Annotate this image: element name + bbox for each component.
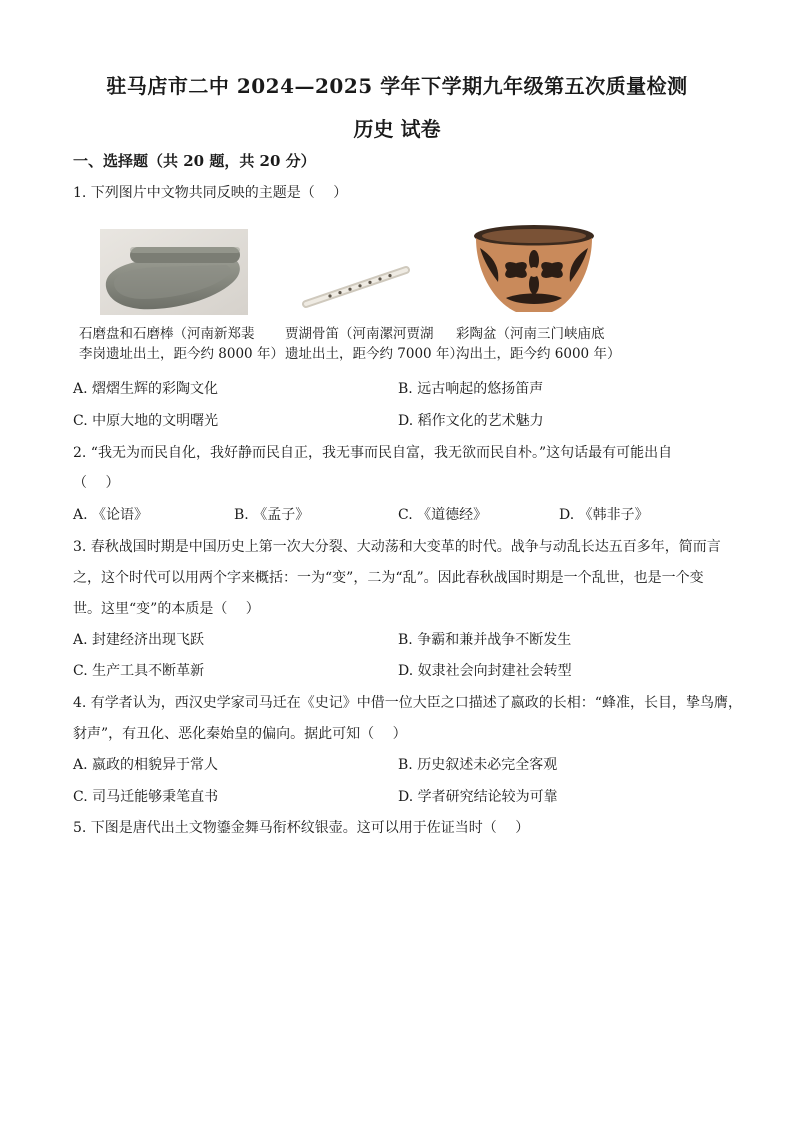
q2-option-d[interactable]: D. 《韩非子》 bbox=[559, 507, 649, 523]
question-3-stem-line-3: 世。这里“变”的本质是（ ） bbox=[73, 601, 260, 617]
question-3-stem-line-1: 3. 春秋战国时期是中国历史上第一次大分裂、大动荡和大变革的时代。战争与动乱长达五百多年，简而言 bbox=[73, 539, 721, 555]
figure-2-caption-line-1: 贾湖骨笛（河南漯河贾湖 bbox=[285, 326, 434, 342]
q3-option-a[interactable]: A. 封建经济出现飞跃 bbox=[73, 632, 205, 648]
stone-millstone-icon bbox=[100, 229, 248, 315]
question-1-stem: 1. 下列图片中文物共同反映的主题是（ ） bbox=[73, 185, 348, 201]
question-3-stem-line-2: 之，这个时代可以用两个字来概括：一为“变”，二为“乱”。因此春秋战国时期是一个乱世，也是一个变 bbox=[73, 570, 704, 586]
q4-option-d[interactable]: D. 学者研究结论较为可靠 bbox=[398, 789, 558, 805]
question-2-stem-line-2: （ ） bbox=[73, 475, 120, 491]
question-2-stem-line-1: 2. “我无为而民自化，我好静而民自正，我无事而民自富，我无欲而民自朴。”这句话最有可能出自 bbox=[73, 445, 673, 461]
q2-option-a[interactable]: A. 《论语》 bbox=[73, 507, 149, 523]
q1-option-c[interactable]: C. 中原大地的文明曙光 bbox=[73, 413, 219, 429]
q2-option-b[interactable]: B. 《孟子》 bbox=[234, 507, 310, 523]
exam-title: 驻马店市二中 2024—2025 学年下学期九年级第五次质量检测 bbox=[106, 74, 688, 98]
figure-1-caption-line-1: 石磨盘和石磨棒（河南新郑裴 bbox=[79, 326, 255, 342]
exam-subtitle: 历史 试卷 bbox=[353, 117, 441, 141]
figure-2-caption-line-2: 遗址出土，距今约 7000 年） bbox=[285, 346, 463, 362]
q1-option-d[interactable]: D. 稻作文化的艺术魅力 bbox=[398, 413, 544, 429]
figure-1-caption-line-2: 李岗遗址出土，距今约 8000 年） bbox=[79, 346, 284, 362]
question-4-stem-line-1: 4. 有学者认为，西汉史学家司马迁在《史记》中借一位大臣之口描述了嬴政的长相：“蜂准，长目，挚鸟膺， bbox=[73, 695, 742, 711]
question-4-stem-line-2: 豺声”，有丑化、恶化秦始皇的偏向。据此可知（ ） bbox=[73, 726, 407, 742]
q4-option-a[interactable]: A. 嬴政的相貌异于常人 bbox=[73, 757, 219, 773]
q2-option-c[interactable]: C. 《道德经》 bbox=[398, 507, 488, 523]
q3-option-b[interactable]: B. 争霸和兼并战争不断发生 bbox=[398, 632, 572, 648]
q1-option-a[interactable]: A. 熠熠生辉的彩陶文化 bbox=[73, 381, 219, 397]
q1-option-b[interactable]: B. 远古响起的悠扬笛声 bbox=[398, 381, 544, 397]
q4-option-c[interactable]: C. 司马迁能够秉笔直书 bbox=[73, 789, 219, 805]
section-heading: 一、选择题（共 20 题，共 20 分） bbox=[73, 152, 316, 170]
bone-flute-icon bbox=[300, 262, 412, 312]
figure-3-caption-line-1: 彩陶盆（河南三门峡庙底 bbox=[456, 326, 605, 342]
figure-3-caption-line-2: 沟出土，距今约 6000 年） bbox=[456, 346, 621, 362]
painted-pottery-bowl-icon bbox=[470, 222, 598, 318]
q3-option-c[interactable]: C. 生产工具不断革新 bbox=[73, 663, 205, 679]
q4-option-b[interactable]: B. 历史叙述未必完全客观 bbox=[398, 757, 558, 773]
q3-option-d[interactable]: D. 奴隶社会向封建社会转型 bbox=[398, 663, 572, 679]
question-5-stem: 5. 下图是唐代出土文物鎏金舞马衔杯纹银壶。这可以用于佐证当时（ ） bbox=[73, 820, 530, 836]
